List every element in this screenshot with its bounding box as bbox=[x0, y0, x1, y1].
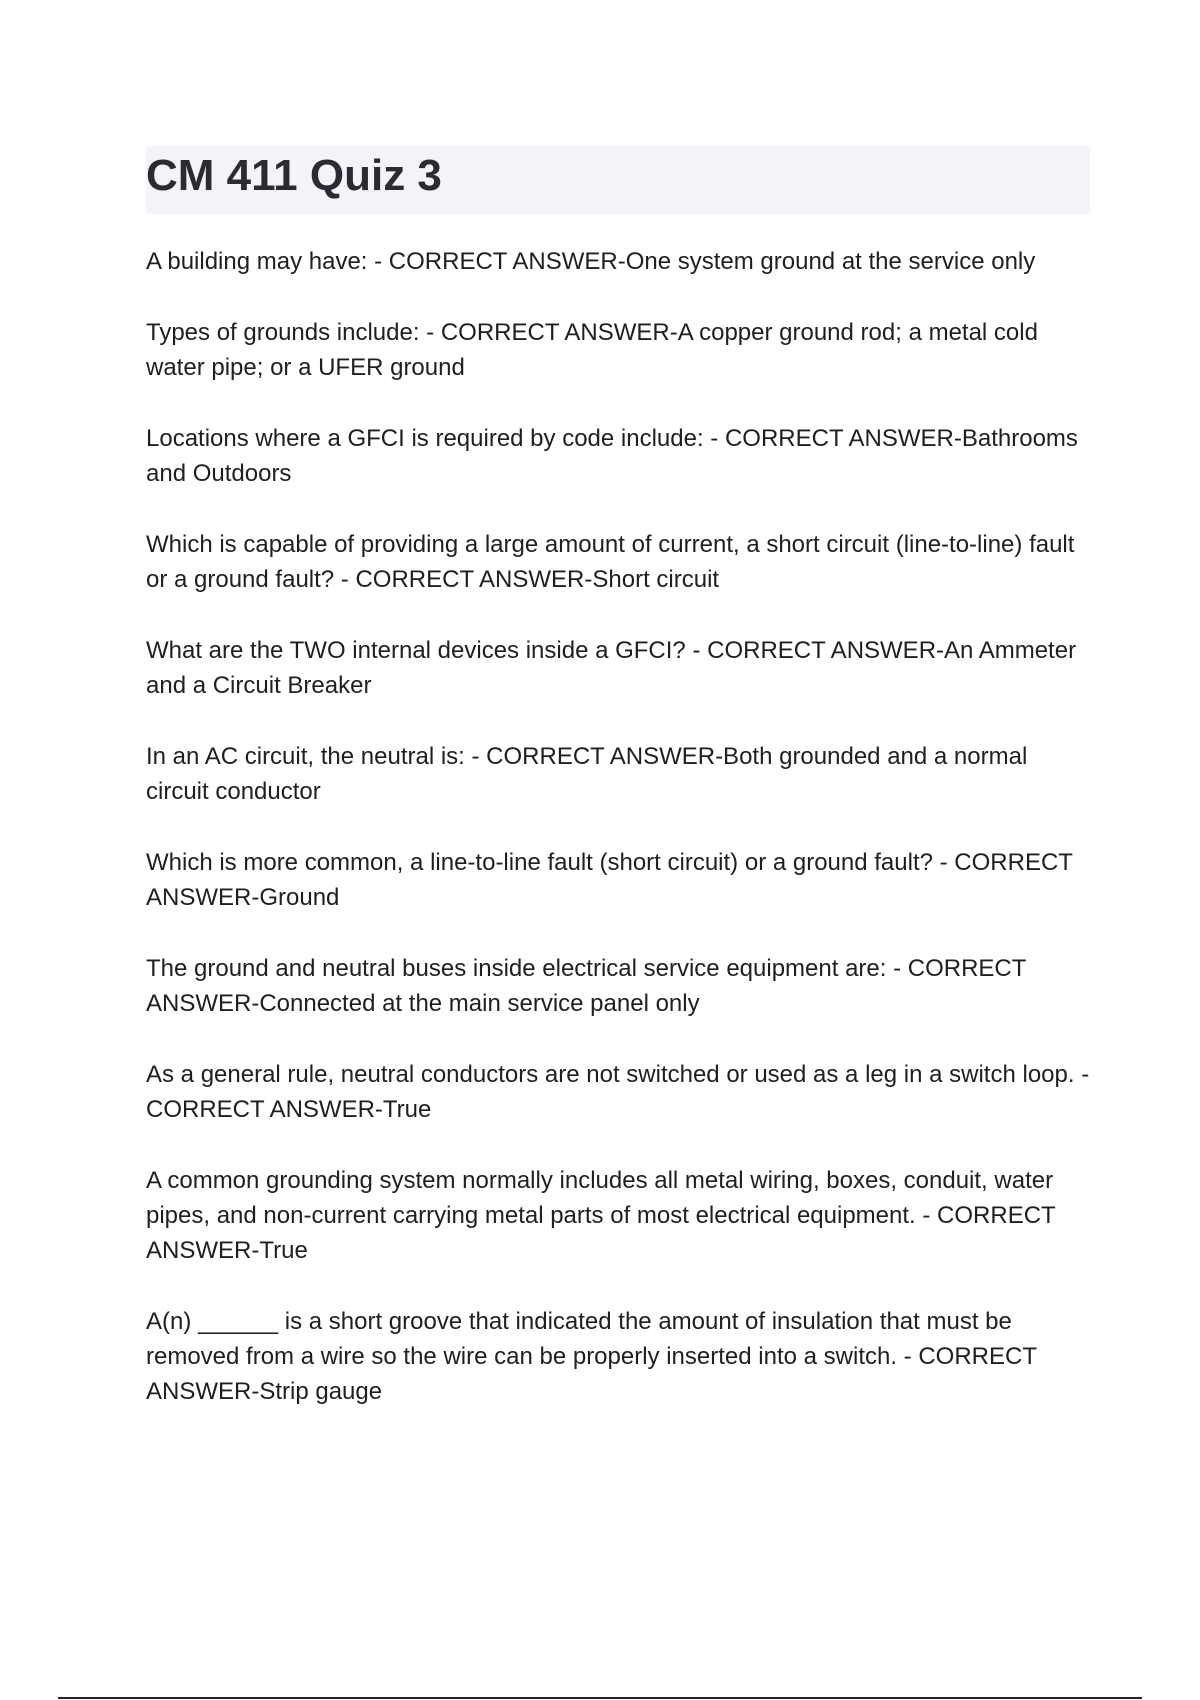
qa-item: Types of grounds include: - CORRECT ANSWER-A copper ground rod; a metal cold water pipe; or a UFER ground bbox=[146, 319, 1038, 381]
qa-item: A common grounding system normally includes all metal wiring, boxes, conduit, water pipes, and non-current carrying metal parts of most electrical equipment. - CORRECT ANSWER-True bbox=[146, 1167, 1056, 1264]
footer-rule bbox=[58, 1697, 1142, 1699]
document-title: CM 411 Quiz 3 bbox=[146, 151, 442, 200]
title-band bbox=[146, 146, 1090, 214]
qa-item: A(n) ______ is a short groove that indicated the amount of insulation that must be removed from a wire so the wire can be properly inserted into a switch. - CORRECT ANSWER-Strip gauge bbox=[146, 1308, 1037, 1405]
qa-item: Which is more common, a line-to-line fault (short circuit) or a ground fault? - CORRECT ANSWER-Ground bbox=[146, 849, 1073, 911]
qa-item: The ground and neutral buses inside electrical service equipment are: - CORRECT ANSWER-Connected at the main service panel only bbox=[146, 955, 1026, 1017]
qa-item: A building may have: - CORRECT ANSWER-One system ground at the service only bbox=[146, 248, 1036, 275]
qa-list bbox=[146, 244, 1090, 1445]
qa-item: As a general rule, neutral conductors are not switched or used as a leg in a switch loop. - CORRECT ANSWER-True bbox=[146, 1061, 1090, 1123]
qa-item: Which is capable of providing a large amount of current, a short circuit (line-to-line) fault or a ground fault? - CORRECT ANSWER-Short circuit bbox=[146, 531, 1075, 593]
qa-item: Locations where a GFCI is required by code include: - CORRECT ANSWER-Bathrooms and Outdoors bbox=[146, 425, 1078, 487]
qa-item: In an AC circuit, the neutral is: - CORRECT ANSWER-Both grounded and a normal circuit conductor bbox=[146, 743, 1028, 805]
qa-item: What are the TWO internal devices inside a GFCI? - CORRECT ANSWER-An Ammeter and a Circuit Breaker bbox=[146, 637, 1077, 699]
